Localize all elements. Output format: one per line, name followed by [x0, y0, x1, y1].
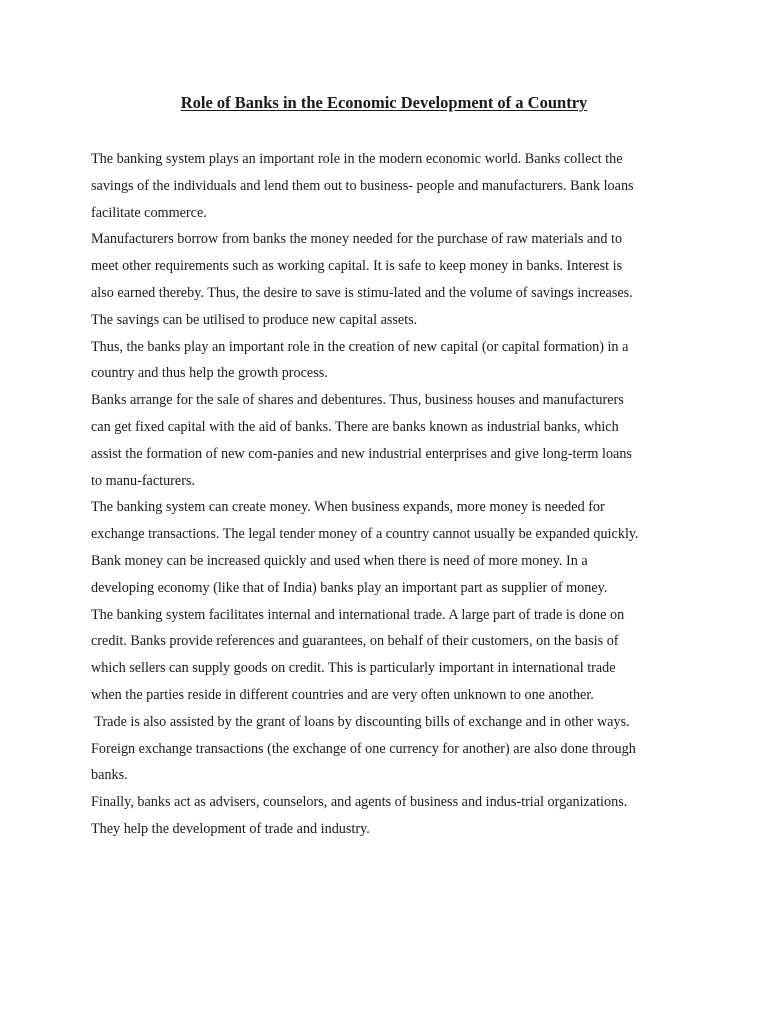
body-line: developing economy (like that of India) banks play an important part as supplier of money. — [91, 579, 608, 596]
body-line: country and thus help the growth process. — [91, 365, 328, 382]
body-line: can get fixed capital with the aid of banks. There are banks known as industrial banks, which — [91, 418, 619, 435]
body-line: The savings can be utilised to produce new capital assets. — [91, 311, 418, 328]
body-line: Trade is also assisted by the grant of loans by discounting bills of exchange and in other ways. — [91, 713, 630, 730]
body-line: Banks arrange for the sale of shares and debentures. Thus, business houses and manufacturers — [91, 392, 624, 409]
body-line: exchange transactions. The legal tender money of a country cannot usually be expanded quickly. — [91, 526, 639, 543]
document-body — [91, 146, 691, 843]
body-line: Bank money can be increased quickly and used when there is need of more money. In a — [91, 552, 588, 569]
body-line: when the parties reside in different countries and are very often unknown to one another. — [91, 686, 594, 703]
body-line: Thus, the banks play an important role in the creation of new capital (or capital formation) in a — [91, 338, 629, 355]
body-line: The banking system plays an important role in the modern economic world. Banks collect the — [91, 151, 623, 167]
body-line: banks. — [91, 767, 128, 784]
body-line: The banking system can create money. When business expands, more money is needed for — [91, 499, 605, 516]
body-line: Manufacturers borrow from banks the money needed for the purchase of raw materials and to — [91, 231, 623, 248]
body-line: facilitate commerce. — [91, 204, 207, 221]
document-title: Role of Banks in the Economic Development of a Country — [180, 93, 588, 112]
body-line: which sellers can supply goods on credit. This is particularly important in international trade — [91, 660, 616, 677]
body-line: They help the development of trade and industry. — [91, 820, 370, 837]
body-line: meet other requirements such as working capital. It is safe to keep money in banks. Interest is — [91, 258, 623, 275]
body-line: assist the formation of new com-panies and new industrial enterprises and give long-term loans — [91, 445, 632, 462]
body-line: The banking system facilitates internal and international trade. A large part of trade is done on — [91, 606, 625, 623]
body-line: Finally, banks act as advisers, counselors, and agents of business and indus-trial organizations. — [91, 794, 628, 811]
body-line: credit. Banks provide references and guarantees, on behalf of their customers, on the basis of — [91, 633, 619, 650]
body-line: also earned thereby. Thus, the desire to save is stimu-lated and the volume of savings increases. — [91, 284, 633, 301]
body-line: to manu-facturers. — [91, 472, 195, 489]
body-line: Foreign exchange transactions (the exchange of one currency for another) are also done through — [91, 740, 636, 757]
body-line: savings of the individuals and lend them out to business- people and manufacturers. Bank loans — [91, 177, 634, 194]
